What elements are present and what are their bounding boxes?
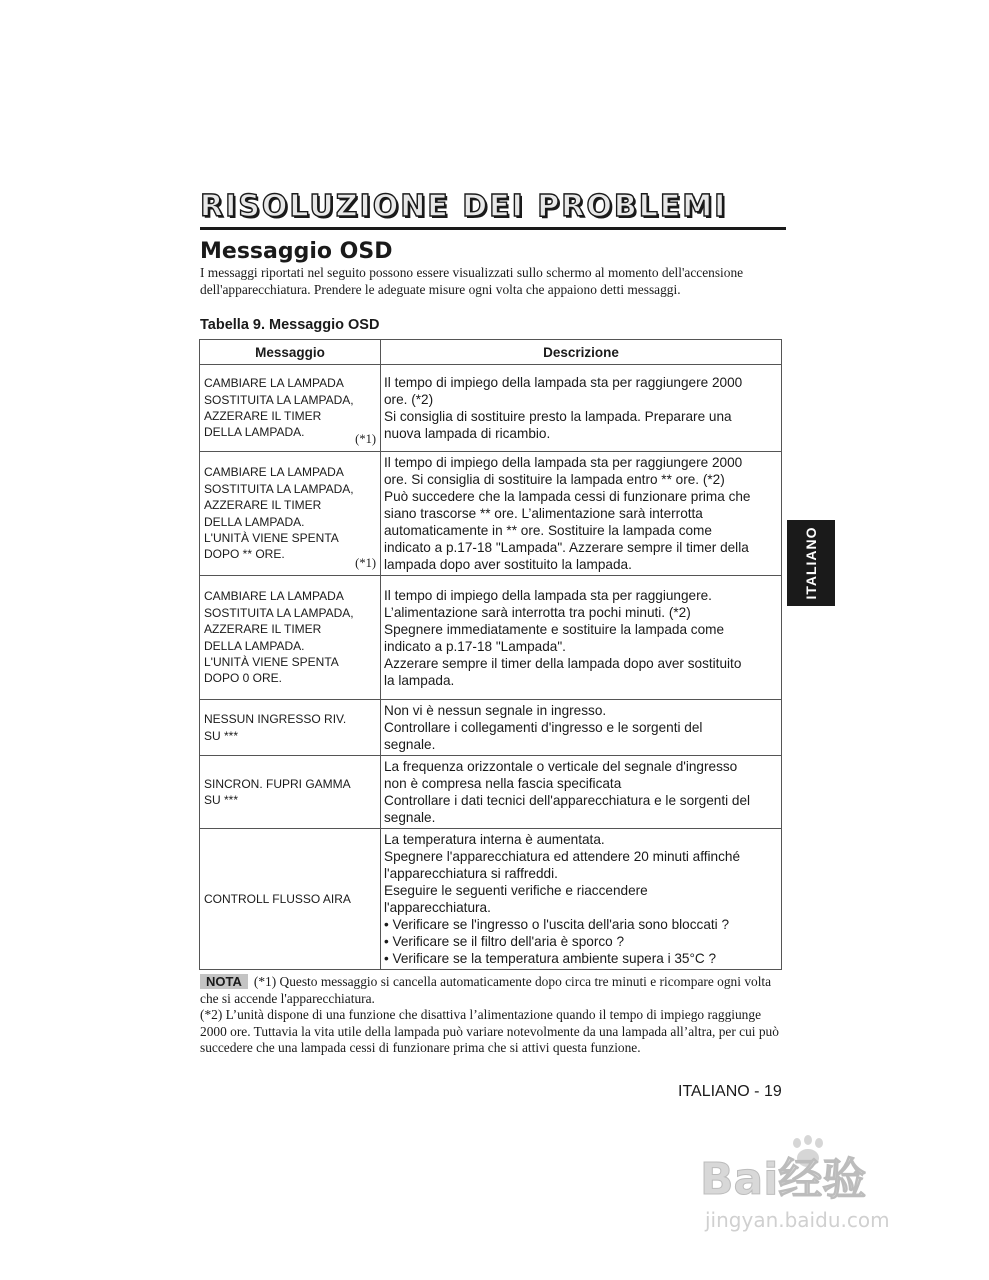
description-cell	[381, 829, 782, 970]
description-line: segnale.	[384, 810, 436, 825]
description-line: l'apparecchiatura si raffreddi.	[384, 866, 558, 881]
language-tab-label: ITALIANO	[803, 526, 819, 600]
message-cell	[200, 756, 381, 829]
description-line: Controllare i dati tecnici dell'apparecchiatura e le sorgenti del	[384, 793, 751, 808]
description-cell	[381, 452, 782, 576]
page-number: ITALIANO - 19	[678, 1083, 782, 1100]
title-rule	[200, 227, 786, 230]
description-line: siano trascorse ** ore. L’alimentazione sarà interrotta	[384, 506, 703, 521]
description-cell	[381, 700, 782, 756]
baidu-watermark	[700, 1135, 940, 1235]
message-line: SOSTITUITA LA LAMPADA,	[204, 392, 354, 407]
description-line: Il tempo di impiego della lampada sta per raggiungere.	[384, 587, 712, 603]
intro-paragraph: I messaggi riportati nel seguito possono essere visualizzati sullo schermo al momento dell'accensione dell'apparecchiatura. Prendere le adeguate misure ogni volta che appaiono detti messaggi.	[200, 265, 744, 297]
description-line: nuova lampada di ricambio.	[384, 426, 551, 441]
description-line: ore. (*2)	[384, 392, 434, 407]
note-1: (*1) Questo messaggio si cancella automaticamente dopo circa tre minuti e ricompare ogni volta che si accende l'apparecchiatura.	[200, 974, 772, 1006]
description-line: L’alimentazione sarà interrotta tra pochi minuti. (*2)	[384, 604, 691, 620]
message-cell	[200, 452, 381, 576]
message-line: SOSTITUITA LA LAMPADA,	[204, 481, 354, 496]
message-line: DELLA LAMPADA.	[204, 638, 305, 653]
message-line: SOSTITUITA LA LAMPADA,	[204, 605, 354, 620]
message-line: CAMBIARE LA LAMPADA	[204, 465, 344, 480]
description-cell	[381, 365, 782, 452]
description-line: ore. Si consiglia di sostituire la lampada entro ** ore. (*2)	[384, 472, 725, 487]
description-line: Si consiglia di sostituire presto la lampada. Preparare una	[384, 409, 732, 424]
footnote-ref: (*1)	[355, 555, 376, 570]
header-messaggio: Messaggio	[200, 340, 381, 365]
message-line: L'UNITÀ VIENE SPENTA	[204, 530, 339, 545]
message-cell	[200, 700, 381, 756]
description-line: Il tempo di impiego della lampada sta per raggiungere 2000	[384, 455, 743, 470]
description-line: Può succedere che la lampada cessi di funzionare prima che	[384, 489, 751, 504]
description-line: Azzerare sempre il timer della lampada dopo aver sostituito	[384, 655, 742, 671]
message-line: SU ***	[204, 793, 239, 807]
table-row	[200, 756, 782, 829]
description-line: Eseguire le seguenti verifiche e riaccendere	[384, 883, 648, 898]
watermark-logo-text: Bai经验	[700, 1154, 867, 1205]
description-cell	[381, 576, 782, 700]
page-title: RISOLUZIONE DEI PROBLEMI	[200, 189, 728, 224]
message-line: DOPO ** ORE.	[204, 547, 285, 562]
description-line: la lampada.	[384, 672, 455, 688]
footnote-ref: (*1)	[355, 431, 376, 446]
message-line: SINCRON. FUPRI GAMMA	[204, 776, 351, 791]
osd-message-table	[199, 339, 782, 970]
watermark-url: jingyan.baidu.com	[705, 1208, 890, 1232]
table-row	[200, 576, 782, 700]
table-row	[200, 700, 782, 756]
header-descrizione: Descrizione	[381, 340, 782, 365]
table-row	[200, 829, 782, 970]
message-line: SU ***	[204, 728, 239, 743]
message-line: CAMBIARE LA LAMPADA	[204, 376, 344, 391]
description-line: Non vi è nessun segnale in ingresso.	[384, 703, 607, 718]
description-line: Spegnere immediatamente e sostituire la lampada come	[384, 621, 725, 637]
message-line: AZZERARE IL TIMER	[204, 498, 322, 513]
message-cell	[200, 576, 381, 700]
description-line: • Verificare se il filtro dell'aria è sporco ?	[384, 934, 625, 949]
description-line: Spegnere l'apparecchiatura ed attendere 20 minuti affinché	[384, 849, 741, 864]
table-header-row	[200, 340, 782, 365]
message-line: CAMBIARE LA LAMPADA	[204, 589, 344, 604]
message-line: CONTROLL FLUSSO AIRA	[204, 891, 351, 906]
table-row	[200, 365, 782, 452]
message-cell	[200, 829, 381, 970]
note-block	[200, 974, 790, 1057]
note-2: (*2) L’unità dispone di una funzione che disattiva l’alimentazione quando il tempo di impiego raggiunge 2000 ore. Tuttavia la vita utile della lampada può variare notevolmente da una lampada all’altra, per cui può succedere che una lampada cessi di funzionare prima che si attivi questa funzione.	[200, 1007, 779, 1055]
description-cell	[381, 756, 782, 829]
nota-badge: NOTA	[200, 974, 248, 989]
message-cell	[200, 365, 381, 452]
message-line: DELLA LAMPADA.	[204, 514, 305, 529]
description-line: l'apparecchiatura.	[384, 900, 491, 915]
message-line: AZZERARE IL TIMER	[204, 409, 322, 423]
language-tab	[787, 520, 835, 606]
description-line: indicato a p.17-18 "Lampada". Azzerare sempre il timer della	[384, 540, 749, 555]
description-line: Controllare i collegamenti d'ingresso e le sorgenti del	[384, 720, 703, 735]
description-line: segnale.	[384, 737, 436, 752]
description-line: • Verificare se la temperatura ambiente supera i 35°C ?	[384, 951, 717, 966]
message-line: DELLA LAMPADA.	[204, 425, 305, 440]
description-line: non è compresa nella fascia specificata	[384, 776, 622, 791]
section-title: Messaggio OSD	[200, 239, 393, 264]
description-line: automaticamente in ** ore. Sostituire la lampada come	[384, 523, 712, 538]
description-line: indicato a p.17-18 "Lampada".	[384, 638, 566, 654]
table-caption: Tabella 9. Messaggio OSD	[200, 317, 380, 333]
message-line: L'UNITÀ VIENE SPENTA	[204, 654, 339, 669]
message-line: AZZERARE IL TIMER	[204, 622, 322, 637]
description-line: Il tempo di impiego della lampada sta per raggiungere 2000	[384, 375, 743, 390]
description-line: La temperatura interna è aumentata.	[384, 832, 605, 847]
description-line: lampada dopo aver sostituito la lampada.	[384, 557, 632, 572]
table-row	[200, 452, 782, 576]
description-line: La frequenza orizzontale o verticale del segnale d'ingresso	[384, 759, 738, 774]
description-line: • Verificare se l'ingresso o l'uscita dell'aria sono bloccati ?	[384, 917, 730, 932]
message-line: DOPO 0 ORE.	[204, 671, 283, 686]
message-line: NESSUN INGRESSO RIV.	[204, 712, 347, 727]
